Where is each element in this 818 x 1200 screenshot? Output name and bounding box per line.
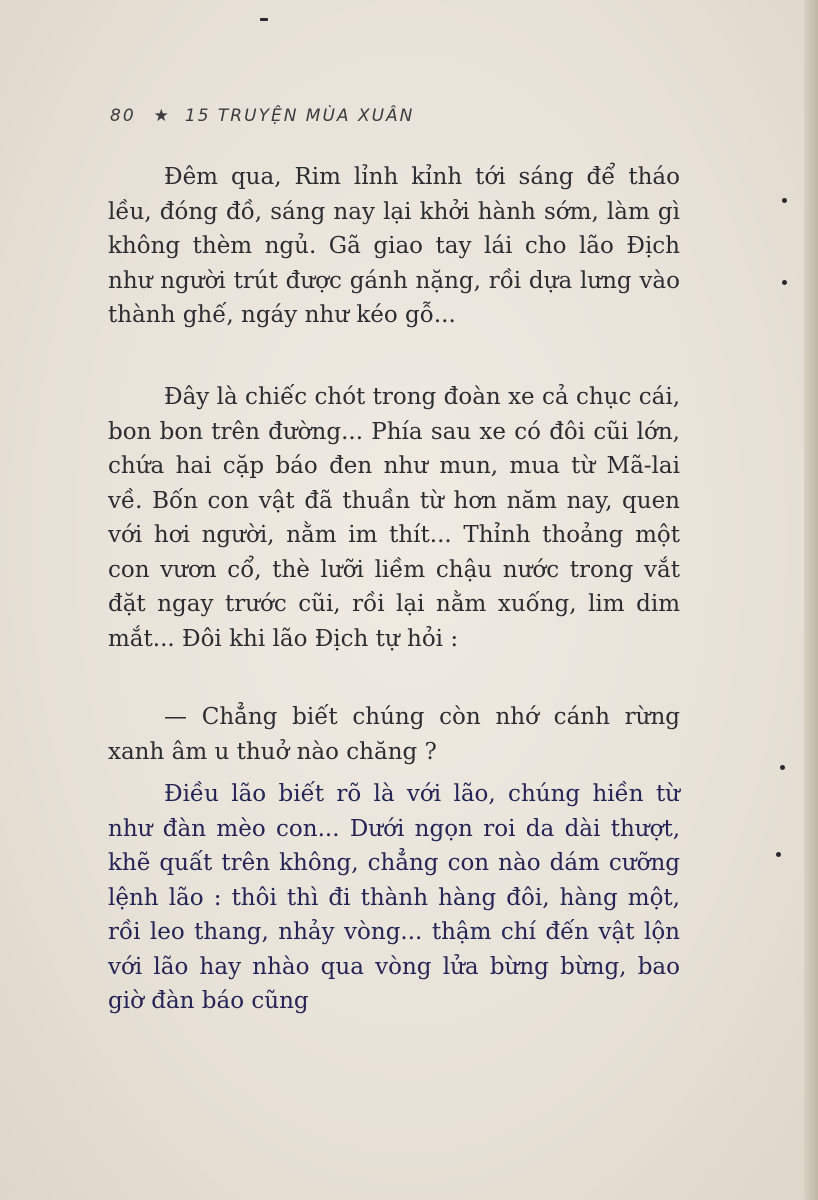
page-edge bbox=[804, 0, 818, 1200]
margin-mark bbox=[782, 280, 787, 285]
page-number: 80 bbox=[110, 106, 136, 126]
paragraph-2: Đây là chiếc chót trong đoàn xe cả chục cái, bon bon trên đường... Phía sau xe có đôi cũi lớn, chứa hai cặp báo đen như mun, mua từ Mã-lai về. Bốn con vật đã thuần từ hơn năm nay, quen với hơi người, nằm im thít... Thỉnh thoảng một con vươn cổ, thè lưỡi liềm chậu nước trong vắt đặt ngay trước cũi, rồi lại nằm xuống, lim dim mắt... Đôi khi lão Địch tự hỏi : bbox=[108, 384, 680, 652]
margin-mark bbox=[776, 852, 781, 857]
paragraph-1: Đêm qua, Rim lỉnh kỉnh tới sáng để tháo lều, đóng đồ, sáng nay lại khởi hành sớm, làm gì không thèm ngủ. Gã giao tay lái cho lão Địch như người trút được gánh nặng, rồi dựa lưng vào thành ghế, ngáy như kéo gỗ... bbox=[108, 164, 680, 328]
running-header bbox=[110, 106, 414, 126]
dialogue-line: — Chẳng biết chúng còn nhớ cánh rừng xanh âm u thuở nào chăng ? bbox=[108, 704, 680, 765]
margin-mark bbox=[780, 765, 785, 770]
book-title: 15 TRUYỆN MÙA XUÂN bbox=[184, 106, 415, 126]
star-icon: ★ bbox=[153, 106, 171, 126]
margin-mark bbox=[782, 198, 787, 203]
paragraph-3: Điều lão biết rõ là với lão, chúng hiền từ như đàn mèo con... Dưới ngọn roi da dài thượt, khẽ quất trên không, chẳng con nào dám cưỡng lệnh lão : thôi thì đi thành hàng đôi, hàng một, rồi leo thang, nhảy vòng... thậm chí đến vật lộn với lão hay nhào qua vòng lửa bừng bừng, bao giờ đàn báo cũng bbox=[108, 781, 680, 1014]
margin-mark bbox=[260, 18, 268, 21]
